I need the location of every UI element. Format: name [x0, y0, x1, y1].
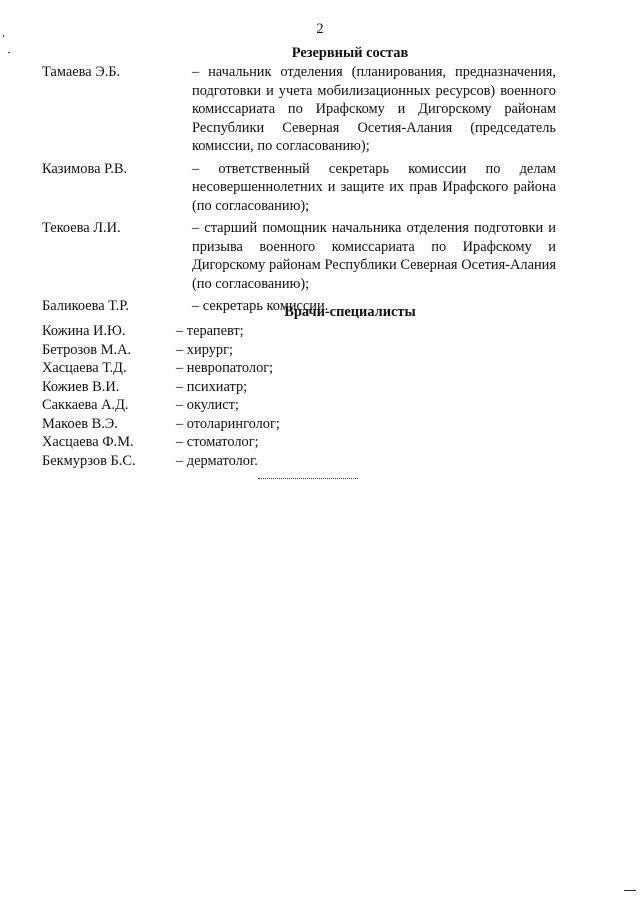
doctor-name: Макоев В.Э.	[42, 415, 118, 432]
member-name: Текоева Л.И.	[42, 220, 121, 236]
doctor-name: Хасцаева Ф.М.	[42, 434, 134, 450]
doctor-specialty: – психиатр;	[176, 378, 248, 395]
doctor-specialty: – терапевт;	[176, 323, 244, 339]
doctor-item	[42, 433, 342, 452]
doctor-specialty: – невропатолог;	[176, 360, 274, 376]
member-name: Баликоева Т.Р.	[42, 298, 130, 314]
doctor-list	[42, 322, 342, 470]
doctor-specialty: – стоматолог;	[176, 434, 259, 450]
doctor-item	[42, 415, 342, 434]
doctor-name: Кожиев В.И.	[42, 378, 120, 395]
doctor-name: Саккаева А.Д.	[42, 397, 129, 413]
doctor-name: Хасцаева Т.Д.	[42, 360, 127, 376]
doctor-item	[42, 396, 342, 415]
scan-speck	[624, 890, 636, 891]
doctor-item	[42, 322, 342, 341]
member-name: Тамаева Э.Б.	[42, 64, 121, 80]
doctor-specialty: – отоларинголог;	[176, 415, 280, 432]
doctor-name: Бекмурзов Б.С.	[42, 452, 136, 469]
doctor-name: Кожина И.Ю.	[42, 323, 126, 339]
reserve-member	[42, 160, 562, 216]
scan-speck	[8, 52, 10, 53]
doctor-item	[42, 359, 342, 378]
page-number: 2	[316, 21, 324, 37]
doctor-name: Бетрозов М.А.	[42, 341, 132, 358]
doctor-specialty: – окулист;	[176, 397, 239, 413]
reserve-member	[42, 219, 562, 293]
doctor-item	[42, 341, 342, 360]
doctor-specialty: – хирург;	[176, 341, 233, 358]
reserve-member-list	[42, 63, 562, 320]
doctor-item	[42, 378, 342, 397]
doctors-section-title: Врачи-специалисты	[284, 304, 416, 320]
doctor-specialty: – дерматолог.	[176, 452, 258, 469]
member-role: – начальник отделения (планирования, предназначения, подготовки и учета мобилизационных ресурсов) военного комиссариата по Ирафскому и Дигорскому районам Республики Северная Осетия-Алания (председатель комиссии, по согласованию);	[192, 64, 556, 154]
reserve-member	[42, 63, 562, 156]
doctor-item	[42, 452, 342, 471]
member-role: – секретарь комиссии.	[192, 298, 329, 314]
scan-speck	[3, 35, 4, 37]
member-name: Казимова Р.В.	[42, 160, 128, 177]
end-divider	[258, 478, 358, 479]
reserve-section-title: Резервный состав	[291, 45, 409, 61]
member-role: – ответственный секретарь комиссии по делам несовершеннолетних и защите их прав Ирафского района (по согласованию);	[192, 160, 556, 214]
member-role: – старший помощник начальника отделения подготовки и призыва военного комиссариата по Ирафскому и Дигорскому районам Республики Северная Осетия-Алания (по согласованию);	[192, 220, 556, 292]
